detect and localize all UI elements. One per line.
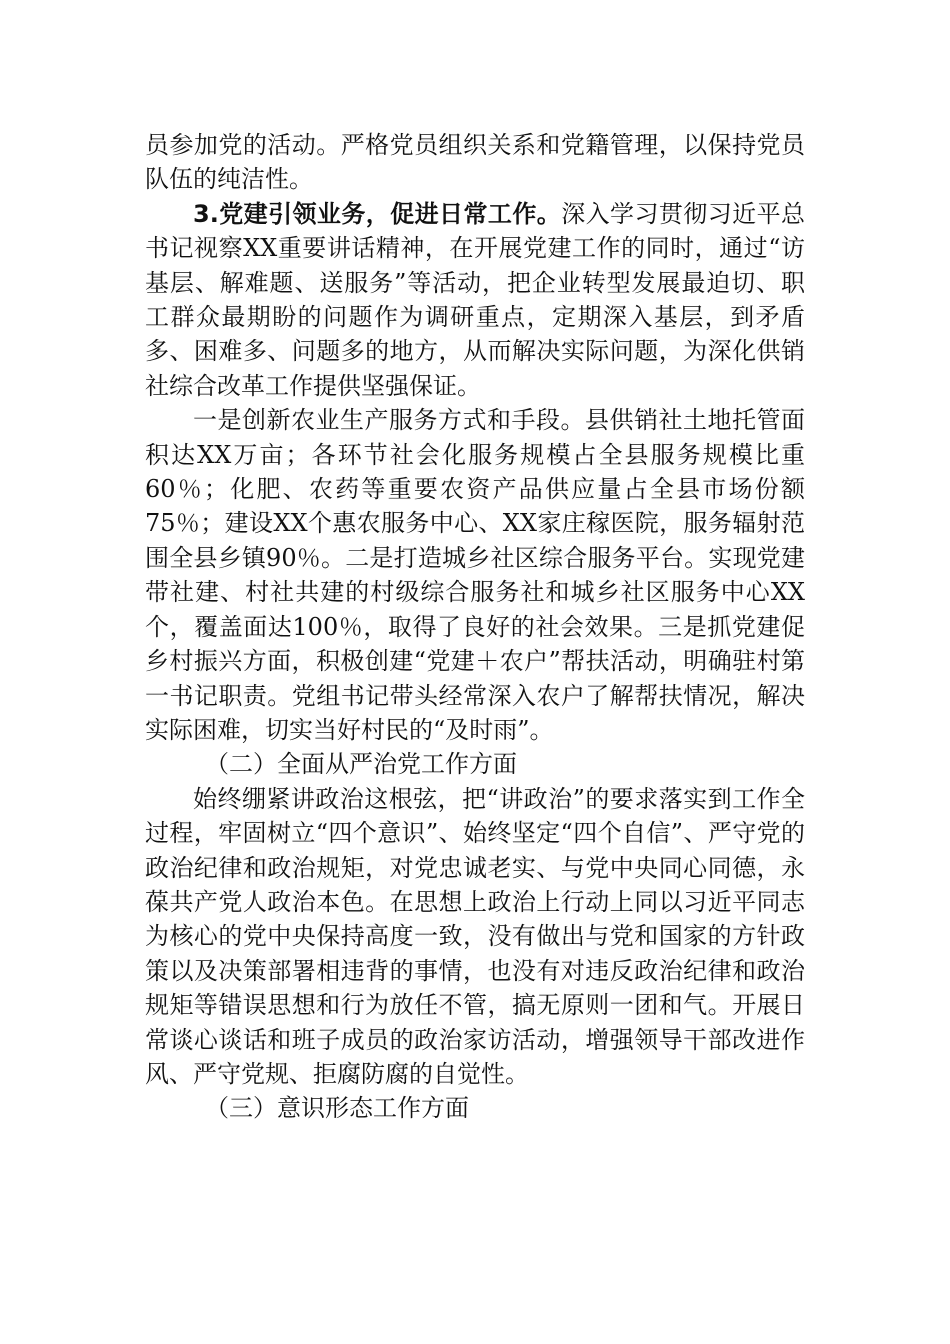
heading-ideology-work: （三）意识形态工作方面 xyxy=(205,1094,469,1123)
paragraph-agricultural-services: 一是创新农业生产服务方式和手段。县供销社土地托管面积达XX万亩；各环节社会化服务规模占全县服务规模比重60％；化肥、农药等重要农资产品供应量占全县市场份额75％；建设XX个惠农服务中心、XX家庄稼医院，服务辐射范围全县乡镇90％。二是打造城乡社区综合服务平台。实现党建带社建、村社共建的村级综合服务社和城乡社区服务中心XX个，覆盖面达100％，取得了良好的社会效果。三是抓党建促乡村振兴方面，积极创建“党建＋农户”帮扶活动，明确驻村第一书记职责。党组书记带头经常深入农户了解帮扶情况，解决实际困难，切实当好村民的“及时雨”。 xyxy=(145,406,805,744)
paragraph-political-discipline: 始终绷紧讲政治这根弦，把“讲政治”的要求落实到工作全过程，牢固树立“四个意识”、始终坚定“四个自信”、严守党的政治纪律和政治规矩，对党忠诚老实、与党中央同心同德，永葆共产党人政治本色。在思想上政治上行动上同以习近平同志为核心的党中央保持高度一致，没有做出与党和国家的方针政策以及决策部署相违背的事情，也没有对违反政治纪律和政治规矩等错误思想和行为放任不管，搞无原则一团和气。开展日常谈心谈话和班子成员的政治家访活动，增强领导干部改进作风、严守党规、拒腐防腐的自觉性。 xyxy=(145,784,805,1088)
heading-strict-party-governance: （二）全面从严治党工作方面 xyxy=(205,750,517,779)
section-lead-3: 3.党建引领业务，促进日常工作。 xyxy=(193,199,562,228)
paragraph-body: 深入学习贯彻习近平总书记视察XX重要讲话精神，在开展党建工作的同时，通过“访基层、解难题、送服务”等活动，把企业转型发展最迫切、职工群众最期盼的问题作为调研重点，定期深入基层，到矛盾多、困难多、问题多的地方，从而解决实际问题，为深化供销社综合改革工作提供坚强保证。 xyxy=(145,199,806,400)
document-page xyxy=(145,128,805,1126)
paragraph-party-activities: 员参加党的活动。严格党员组织关系和党籍管理，以保持党员队伍的纯洁性。 xyxy=(145,131,805,194)
paragraph-party-building-leads-business xyxy=(145,197,805,403)
